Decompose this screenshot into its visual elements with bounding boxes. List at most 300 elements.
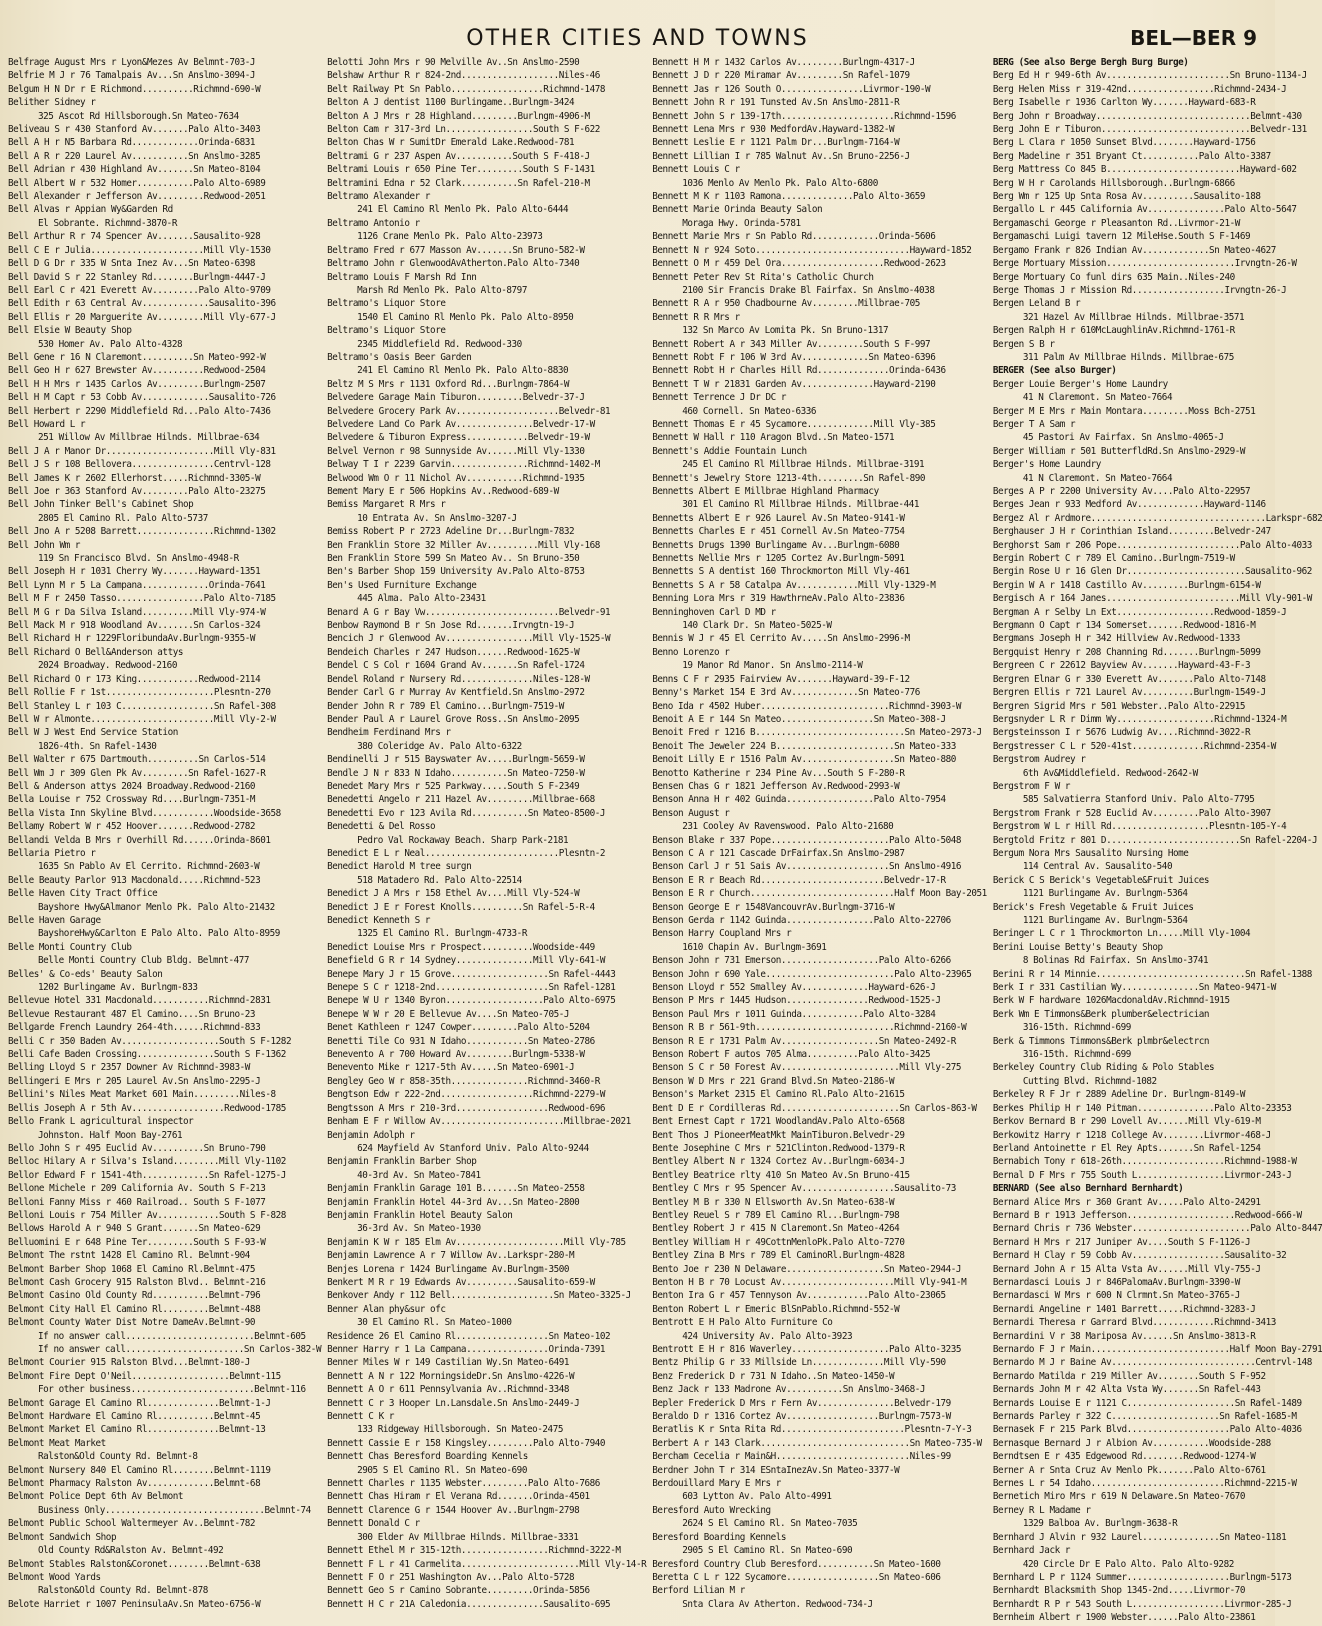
directory-entry: Berg Wm r 125 Up Snta Rosa Av..........Sausalito-188 [992,191,1261,203]
directory-entry: Benny's Market 154 E 3rd Av.............Sn Mateo-776 [652,687,920,699]
directory-entry: Benjes Lorena r 1424 Burlingame Av.Burlngm-3500 [327,1263,570,1275]
directory-entry: Benson C A r 121 Cascade DrFairfax.Sn Anslmo-2987 [652,847,905,859]
directory-entry: Bentley Robert J r 415 N Claremont.Sn Mateo-4264 [652,1223,900,1235]
directory-entry: Bergreen C r 22612 Bayview Av.......Hayward-43-F-3 [992,660,1251,672]
directory-entry: Bennett Robt F r 106 W 3rd Av.............Sn Mateo-6396 [652,351,936,363]
directory-entry: Bennett R A r 950 Chadbourne Av.........Millbrae-705 [652,298,920,310]
directory-entry: Ben's Barber Shop 159 University Av.Palo Alto-8753 [327,566,585,578]
directory-entry: Bernard Chris r 736 Webster.......................Palo Alto-8447 [992,1223,1322,1235]
directory-entry: Bell J S r 108 Bellovera................Centrvl-128 [8,459,271,471]
directory-entry: Benninghoven Carl D MD r [652,606,776,618]
directory-entry: Benedict Harold M tree surgn [327,861,472,873]
directory-entry: Old County Rd&Ralston Av. Belmnt-492 [38,1545,224,1557]
directory-entry: BERNARD (See also Bernhard Bernhardt) [992,1183,1184,1195]
directory-entry: Beltramo John r GlenwoodAvAtherton.Palo Alto-7340 [327,258,580,270]
directory-entry: Bennett Donald C r [327,1518,420,1530]
directory-entry: Belway T I r 2239 Garvin...............Richmnd-1402-M [327,459,600,471]
directory-entry: Bennett Chas Hiram r El Verana Rd.......Orinda-4501 [327,1491,590,1503]
directory-entry: Belote Harriet r 1007 PeninsulaAv.Sn Mateo-6756-W [8,1598,261,1610]
directory-entry: Benson Robert F autos 705 Alma..........Palo Alto-3425 [652,1049,931,1061]
directory-column-3 [652,56,987,1616]
directory-entry: Berk I r 331 Castilian Wy...............Sn Mateo-9471-W [992,982,1276,994]
directory-entry: Benoit Lilly E r 1516 Palm Av..................Sn Mateo-880 [652,754,956,766]
directory-entry: Bennett Chas Beresford Boarding Kennels [327,1451,528,1463]
directory-entry: Bergamaschi Luigi tavern 12 MileHse.South S F-1469 [992,231,1251,243]
directory-entry: Benedetti Evo r 123 Avila Rd...........Sn Mateo-8500-J [327,807,606,819]
directory-entry: Bendle J N r 833 N Idaho...........Sn Mateo-7250-W [327,767,585,779]
directory-entry: Bendeich Charles r 247 Hudson......Redwood-1625-W [327,646,580,658]
directory-entry: 316-15th. Richmnd-699 [1022,1022,1131,1034]
directory-entry: Beltramo Alexander r [327,191,431,203]
directory-entry: Berkes Philip H r 140 Pitman...............Palo Alto-23353 [992,1102,1292,1114]
directory-entry: Benepe S C r 1218-2nd......................Sn Rafel-1281 [327,982,616,994]
directory-entry: Bergen Leland B r [992,298,1081,310]
directory-entry: Bayshore Hwy&Almanor Menlo Pk. Palo Alto-21432 [38,901,275,913]
directory-entry: Benson R B r 561-9th...........................Richmnd-2160-W [652,1022,967,1034]
directory-entry: Bennett Robert A r 343 Miller Av.........South S F-997 [652,338,931,350]
directory-entry: Bernhard J Alvin r 932 Laurel...............Sn Mateo-1181 [992,1531,1287,1543]
directory-entry: 132 Sn Marco Av Lomita Pk. Sn Bruno-1317 [682,325,889,337]
directory-entry: Bennett Peter Rev St Rita's Catholic Church [652,271,874,283]
directory-entry: 2100 Sir Francis Drake Bl Fairfax. Sn Anslmo-4038 [682,284,935,296]
directory-entry: If no answer call.......................Sn Carlos-382-W [38,1344,322,1355]
directory-entry: 30 El Camino Rl. Sn Mateo-1000 [357,1317,512,1329]
directory-entry: Benson Gerda r 1142 Guinda.................Palo Alto-22706 [652,915,951,926]
directory-entry: 311 Palm Av Millbrae Hilnds. Millbrae-675 [1022,351,1234,363]
directory-entry: 424 University Av. Palo Alto-3923 [682,1330,853,1342]
directory-entry: BERG (See also Berge Bergh Burg Burge) [992,57,1189,68]
directory-entry: Bell Mack M r 918 Woodland Av.......Sn Carlos-324 [8,620,261,632]
directory-entry: Bennett Jas r 126 South O................Livrmor-190-W [652,83,931,95]
directory-entry: Bent Ernest Capt r 1721 WoodlandAv.Palo Alto-6568 [652,1116,905,1128]
directory-entry: Bellingeri E Mrs r 205 Laurel Av.Sn Anslmo-2295-J [8,1075,261,1087]
directory-entry: Berini R r 14 Minnie.............................Sn Rafel-1388 [992,968,1312,980]
directory-entry: Bengtson Edw r 222-2nd..................Richmnd-2279-W [327,1089,606,1101]
directory-entry: Bernes L r 54 Idaho..........................Richmnd-2215-W [992,1478,1297,1490]
directory-entry: Berg John E r Tiburon.............................Belvedr-131 [992,124,1307,136]
directory-entry: Bell Richard O Bell&Anderson attys [8,646,184,658]
directory-entry: Bencich J r Glenwood Av.................Mill Vly-1525-W [327,633,611,645]
directory-entry: Benson John r 690 Yale.........................Palo Alto-23965 [652,968,972,980]
directory-entry: Beno Ida r 4502 Huber.........................Richmnd-3903-W [652,700,962,712]
directory-entry: Ben Franklin Store 599 Sn Mateo Av.. Sn Bruno-350 [327,553,580,565]
directory-entry: 1610 Chapin Av. Burlngm-3691 [682,941,827,953]
directory-entry: Ralston&Old County Rd. Belmnt-878 [38,1585,208,1597]
directory-entry: Bennetts Albert E Millbrae Highland Pharmacy [652,486,879,497]
directory-entry: Bennett's Addie Fountain Lunch [652,445,807,457]
directory-entry: 1635 Sn Pablo Av El Cerrito. Richmnd-2603-W [38,861,260,873]
directory-entry: Benson E R r Beach Rd........................Belvedr-17-R [652,874,946,886]
directory-entry: 316-15th. Richmnd-699 [1022,1049,1131,1061]
directory-entry: Belmont Casino Old County Rd...........Belmnt-796 [8,1290,261,1302]
directory-entry: Bernard John A r 15 Alta Vsta Av......Mill Vly-755-J [992,1263,1261,1275]
directory-entry: Bell & Anderson attys 2024 Broadway.Redwood-2160 [8,780,256,792]
directory-entry: Belmont Market El Camino Rl..............Belmnt-13 [8,1424,266,1436]
directory-entry: 1121 Burlingame Av. Burlngm-5364 [1022,888,1188,900]
directory-entry: Bellgarde French Laundry 264-4th......Richmnd-833 [8,1022,261,1034]
directory-entry: Berge Mortuary Co funl dirs 635 Main..Niles-240 [992,271,1235,283]
directory-entry: Bennett's Jewelry Store 1213-4th.........Sn Rafel-890 [652,472,926,484]
directory-entry: Beliveau S r 430 Stanford Av.......Palo Alto-3403 [8,124,261,136]
directory-entry: Belt Railway Pt Sn Pablo..................Richmnd-1478 [327,83,606,95]
directory-entry: Berford Lilian M r [652,1585,745,1597]
directory-entry: Belmont The rstnt 1428 El Camino Rl. Belmnt-904 [8,1250,250,1262]
directory-entry: Belvedere Land Co Park Av...............Belvedr-17-W [327,418,595,430]
directory-entry: Berdouillard Mary E Mrs r [652,1478,781,1490]
directory-entry: Bell Edith r 63 Central Av.............Sausalito-396 [8,298,276,310]
directory-entry: Bell Alexander r Jefferson Av.........Redwood-2051 [8,191,266,203]
directory-entry: Bell Gene r 16 N Claremont..........Sn Mateo-992-W [8,351,266,363]
directory-entry: Bente Josephine C Mrs r 521Clinton.Redwood-1379-R [652,1142,905,1154]
directory-entry: Benning Lora Mrs r 319 HawthrneAv.Palo Alto-23836 [652,593,905,605]
directory-entry: Bello Frank L agricultural inspector [8,1116,194,1128]
directory-entry: Belmont Meat Market [8,1437,106,1449]
directory-entry: Bergren Sigrid Mrs r 501 Webster..Palo Alto-22915 [992,700,1246,712]
directory-entry: 325 Ascot Rd Hillsborough.Sn Mateo-7634 [38,110,239,122]
directory-entry: Belfrie M J r 76 Tamalpais Av...Sn Anslmo-3094-J [8,70,256,82]
directory-entry: Belton A J Mrs r 28 Highland.........Burlngm-4906-M [327,110,590,122]
directory-entry: Bentley Albert N r 1324 Cortez Av..Burlngm-6034-J [652,1156,905,1168]
directory-entry: Ralston&Old County Rd. Belmnt-8 [38,1451,198,1463]
directory-entry: Belwood Wm O r 11 Nichol Av...........Richmnd-1935 [327,472,585,484]
directory-entry: Bendel Roland r Nursery Rd..............Niles-128-W [327,673,590,685]
directory-entry: 41 N Claremont. Sn Mateo-7664 [1022,472,1173,484]
directory-entry: Snta Clara Av Atherton. Redwood-734-J [682,1598,873,1610]
directory-entry: Beretta C L r 122 Sycamore..................Sn Mateo-606 [652,1571,941,1583]
directory-entry: Benedict Kenneth S r [327,915,431,926]
directory-entry: Bergstrom W L r Hill Rd...................Plesntn-105-Y-4 [992,821,1287,833]
directory-entry: Berges A P r 2200 University Av....Palo Alto-22957 [992,486,1251,497]
directory-entry: Bengley Geo W r 858-35th...............Richmnd-3460-R [327,1075,600,1087]
directory-column-1 [8,56,321,1616]
directory-entry: 1121 Burlingame Av. Burlngm-5364 [1022,915,1188,926]
directory-entry: Benner Harry r 1 La Campana................Orinda-7391 [327,1344,606,1355]
directory-entry: Bergamaschi George r Pleasanton Rd..Livrmor-21-W [992,217,1240,229]
directory-entry: Johnston. Half Moon Bay-2761 [38,1129,183,1141]
directory-entry: Berland Antoinette r El Rey Apts.......Sn Rafel-1254 [992,1142,1261,1154]
directory-entry: Bergallo L r 445 California Av...............Palo Alto-5647 [992,204,1297,216]
directory-entry: Bentley Reuel S r 789 El Camino Rl...Burlngm-798 [652,1209,900,1221]
directory-entry: Berg Mattress Co 845 B..........................Hayward-602 [992,164,1297,176]
directory-entry: Bennett Clarence G r 1544 Hoover Av..Burlngm-2798 [327,1504,580,1516]
directory-entry: Berkowitz Harry r 1218 College Av........Livrmor-468-J [992,1129,1271,1141]
directory-entry: Berney R L Madame r [992,1504,1091,1516]
directory-entry: Bentrott E H Palo Alto Furniture Co [652,1317,833,1329]
directory-entry: Belton Cam r 317-3rd Ln.................South S F-622 [327,124,600,136]
directory-entry: 251 Willow Av Millbrae Hilnds. Millbrae-634 [38,432,260,444]
directory-entry: For other business........................Belmnt-116 [38,1384,306,1396]
directory-entry: Bennett F L r 41 Carmelita.......................Mill Vly-14-R [327,1558,647,1570]
directory-entry: Bengtsson A Mrs r 210-3rd..................Redwood-696 [327,1102,606,1114]
directory-entry: Berkeley R F Jr r 2889 Adeline Dr. Burlngm-8149-W [992,1089,1246,1101]
directory-entry: Bernhard L P r 1124 Summer....................Burlngm-5173 [992,1571,1292,1583]
directory-entry: Beraldo D r 1316 Cortez Av..................Burlngm-7573-W [652,1411,951,1423]
directory-entry: 460 Cornell. Sn Mateo-6336 [682,405,817,417]
directory-entry: Bennis W J r 45 El Cerrito Av.....Sn Anslmo-2996-M [652,633,910,645]
directory-entry: 36-3rd Av. Sn Mateo-1930 [357,1223,481,1235]
directory-entry: Bennett C K r [327,1411,395,1423]
directory-entry: Belmont Courier 915 Ralston Blvd...Belmnt-180-J [8,1357,250,1369]
directory-entry: Beltramo Fred r 677 Masson Av.......Sn Bruno-582-W [327,244,585,256]
directory-entry: Bennetts Drugs 1390 Burlingame Av...Burlngm-6080 [652,539,900,551]
directory-entry: Beresford Country Club Beresford...........Sn Mateo-1600 [652,1558,941,1570]
directory-entry: Bergin Rose U r 16 Glen Dr.......................Sausalito-962 [992,566,1312,578]
directory-entry: Bent D E r Cordilleras Rd.......................Sn Carlos-863-W [652,1102,977,1114]
directory-entry: Benjamin Franklin Hotel Beauty Salon [327,1209,513,1221]
directory-entry: Beltramo Louis F Marsh Rd Inn [327,271,477,283]
directory-entry: Belmont Barber Shop 1068 El Camino Rl.Belmnt-475 [8,1263,256,1275]
directory-entry: Berge Mortuary Mission.........................Irvngtn-26-W [992,258,1297,270]
directory-entry: Berbert A r 143 Clark.............................Sn Mateo-735-W [652,1437,982,1449]
directory-entry: Belmont Cash Grocery 915 Ralston Blvd.. Belmnt-216 [8,1276,266,1288]
directory-entry: Bell John Tinker Bell's Cabinet Shop [8,499,194,511]
directory-entry: Bennett A O r 611 Pennsylvania Av..Richmnd-3348 [327,1384,570,1396]
directory-entry: Bennett C r 3 Hooper Ln.Lansdale.Sn Anslmo-2449-J [327,1397,580,1409]
directory-entry: 140 Clark Dr. Sn Mateo-5025-W [682,620,832,632]
directory-entry: Bendel C S Col r 1604 Grand Av.......Sn Rafel-1724 [327,660,585,672]
directory-entry: Bennett A N r 122 MorningsideDr.Sn Anslmo-4226-W [327,1370,575,1382]
directory-entry: Bentz Philip G r 33 Millside Ln..............Mill Vly-590 [652,1357,946,1369]
directory-column-4 [992,56,1322,1624]
directory-entry: Benard A G r Bay Vw..........................Belvedr-91 [327,606,611,618]
directory-entry: Bell D G Dr r 335 W Snta Inez Av...Sn Mateo-6398 [8,258,256,270]
directory-entry: Bennett F O r 251 Washington Av...Palo Alto-5728 [327,1571,575,1583]
directory-entry: Benoit The Jeweler 224 B.......................Sn Mateo-333 [652,740,956,752]
directory-entry: 133 Ridgeway Hillsborough. Sn Mateo-2475 [357,1424,563,1436]
directory-entry: Beltramo's Liquor Store [327,298,446,310]
directory-entry: Benevento Mike r 1217-5th Av.....Sn Mateo-6901-J [327,1062,575,1074]
section-title: OTHER CITIES AND TOWNS [466,26,809,51]
directory-entry: Bernardasci W Mrs r 600 N Clrmnt.Sn Mateo-3765-J [992,1290,1240,1302]
directory-entry: Benet Kathleen r 1247 Cowper.........Palo Alto-5204 [327,1022,590,1034]
directory-entry: Bender Carl G r Murray Av Kentfield.Sn Anslmo-2972 [327,687,585,699]
directory-entry: 41 N Claremont. Sn Mateo-7664 [1022,392,1173,404]
directory-entry: Bennett H M r 1432 Carlos Av.........Burlngm-4317-J [652,57,915,68]
directory-entry: 1036 Menlo Av Menlo Pk. Palo Alto-6800 [682,177,878,189]
directory-entry: Benson R E r 1731 Palm Av...................Sn Mateo-2492-R [652,1035,956,1047]
directory-entry: Belotti John Mrs r 90 Melville Av..Sn Anslmo-2590 [327,57,580,68]
directory-entry: Beresford Boarding Kennels [652,1531,787,1543]
directory-entry: Berger M E Mrs r Main Montara.........Moss Bch-2751 [992,405,1256,417]
directory-entry: Belmont Police Dept 6th Av Belmont [8,1491,184,1503]
directory-entry: 19 Manor Rd Manor. Sn Anslmo-2114-W [682,660,863,672]
directory-entry: Bell James K r 2602 Ellerhorst.....Richmnd-3305-W [8,472,261,484]
directory-entry: 114 Central Av. Sausalito-540 [1022,861,1173,873]
directory-entry: Berger Louie Berger's Home Laundry [992,378,1168,390]
directory-entry: Bell Stanley L r 103 C..................Sn Rafel-308 [8,700,276,712]
directory-entry: Benson Carl J r 51 Sais Av....................Sn Anslmo-4916 [652,861,962,873]
directory-entry: Bennett Marie Orinda Beauty Salon [652,204,823,216]
directory-entry: Benz Frederick D r 731 N Idaho..Sn Mateo-1450-W [652,1370,895,1382]
directory-entry: 119 Sn Francisco Blvd. Sn Anslmo-4948-R [38,553,239,565]
directory-entry: BERGER (See also Burger) [992,365,1117,377]
directory-entry: Bellaria Pietro r [8,847,96,859]
directory-entry: Beltramo's Oasis Beer Garden [327,351,472,363]
directory-entry: Bell Jno A r 5208 Barrett...............Richmnd-1302 [8,526,276,538]
directory-entry: Bennetts Nellie Mrs r 1205 Cortez Av.Burlngm-5091 [652,553,905,565]
directory-entry: Bernardi Theresa r Garrard Blvd............Richmnd-3413 [992,1317,1276,1329]
directory-entry: Bellamy Robert W r 452 Hoover.......Redwood-2782 [8,821,256,833]
directory-entry: Benjamin Franklin Barber Shop [327,1156,477,1168]
directory-entry: Bergquist Henry r 208 Channing Rd.......Burlngm-5099 [992,646,1261,658]
directory-entry: Belgum H N Dr r E Richmond..........Richmnd-690-W [8,83,261,95]
directory-entry: 2024 Broadway. Redwood-2160 [38,660,177,672]
directory-entry: Bennett Cassie E r 158 Kingsley.........Palo Alto-7940 [327,1437,606,1449]
directory-entry: Bentrott E H r 816 Waverley...................Palo Alto-3235 [652,1344,962,1355]
directory-entry: Benoit A E r 144 Sn Mateo..................Sn Mateo-308-J [652,713,946,725]
directory-entry: Business Only...............................Belmnt-74 [38,1504,311,1516]
directory-entry: Bell David S r 22 Stanley Rd........Burlngm-4447-J [8,271,266,283]
directory-entry: Benevento A r 700 Howard Av.........Burlngm-5338-W [327,1049,585,1061]
directory-entry: Benedict E L r Neal..........................Plesntn-2 [327,847,606,859]
directory-entry: Bennett Geo S r Camino Sobrante.........Orinda-5856 [327,1585,590,1597]
directory-entry: Bendheim Ferdinand Mrs r [327,727,451,739]
directory-entry: Belloni Louis r 754 Miller Av............South S F-828 [8,1209,286,1221]
directory-entry: Berdner John T r 314 ESntaInezAv.Sn Mateo-3377-W [652,1464,900,1476]
directory-entry: Bernal D F Mrs r 755 South L.................Livrmor-243-J [992,1169,1292,1181]
directory-entry: Belle Haven Garage [8,915,101,926]
directory-entry: Bento Joe r 230 N Delaware...................Sn Mateo-2944-J [652,1263,962,1275]
directory-entry: Belmont Public School Waltermeyer Av..Belmnt-782 [8,1518,256,1530]
directory-entry: 1325 El Camino Rl. Burlngm-4733-R [357,928,527,940]
directory-entry: Bernard Alice Mrs r 360 Grant Av.....Palo Alto-24291 [992,1196,1261,1208]
directory-entry: 624 Mayfield Av Stanford Univ. Palo Alto-9244 [357,1142,589,1154]
directory-entry: Benson W D Mrs r 221 Grand Blvd.Sn Mateo-2186-W [652,1075,895,1087]
directory-entry: Bergstrom Audrey r [992,754,1086,766]
directory-entry: Benedict J E r Forest Knolls..........Sn Rafel-5-R-4 [327,901,595,913]
directory-entry: Bentley William H r 49CottnMenloPk.Palo Alto-7270 [652,1236,905,1248]
directory-entry: Cutting Blvd. Richmnd-1082 [1022,1075,1157,1087]
directory-entry: Bell Arthur R r 74 Spencer Av.......Sausalito-928 [8,231,261,243]
directory-entry: Berk Wm E Timmons&Berk plumber&electrician [992,1008,1210,1020]
directory-entry: Belmont Sandwich Shop [8,1531,117,1543]
directory-entry: Bell Joe r 363 Stanford Av.........Palo Alto-23275 [8,486,266,497]
directory-entry: Berghorst Sam r 206 Pope........................Palo Alto-4033 [992,539,1312,551]
directory-entry: Benjamin K W r 185 Elm Av.....................Mill Vly-785 [327,1236,626,1248]
directory-entry: Bello John S r 495 Euclid Av..........Sn Bruno-790 [8,1142,266,1154]
directory-entry: Bell Howard L r [8,418,86,430]
directory-entry: Berg L Clara r 1050 Sunset Blvd........Hayward-1756 [992,137,1256,149]
directory-entry: Bell Ellis r 20 Marguerite Av.........Mill Vly-677-J [8,311,276,323]
directory-entry: Bellor Edward F r 1541-4th.............Sn Rafel-1275-J [8,1169,286,1181]
directory-entry: 603 Lytton Av. Palo Alto-4991 [682,1491,832,1503]
directory-entry: Bergsnyder L R r Dimm Wy...................Richmnd-1324-M [992,713,1287,725]
directory-entry: Bergen S B r [992,338,1055,350]
directory-entry: 321 Hazel Av Millbrae Hilnds. Millbrae-3571 [1022,311,1245,323]
directory-entry: Bennett John S r 139-17th......................Richmnd-1596 [652,110,956,122]
directory-entry: Bell A R r 220 Laurel Av...........Sn Anslmo-3285 [8,150,261,162]
directory-entry: Bell Lynn M r 5 La Campana.............Orinda-7641 [8,579,266,591]
directory-entry: Berg John r Broadway..............................Belmnt-430 [992,110,1302,122]
directory-entry: Belshaw Arthur R r 824-2nd...................Niles-46 [327,70,600,82]
directory-entry: Beltrami Louis r 650 Pine Ter.........South S F-1431 [327,164,595,176]
directory-entry: Benz Jack r 133 Madrone Av...........Sn Anslmo-3468-J [652,1384,926,1396]
directory-entry: Bernardo Matilda r 219 Miller Av........South S F-952 [992,1370,1266,1382]
directory-entry: Bell Geo H r 627 Brewster Av..........Redwood-2504 [8,365,266,377]
directory-entry: Beltz M S Mrs r 1131 Oxford Rd...Burlngm-7864-W [327,378,570,390]
directory-entry: Benoit Fred r 1216 B.............................Sn Mateo-2973-J [652,727,982,739]
directory-entry: Bennett T W r 21831 Garden Av..............Hayward-2190 [652,378,936,390]
directory-entry: Bell M G r Da Silva Island..........Mill Vly-974-W [8,606,266,618]
directory-entry: Benjamin Franklin Garage 101 B.......Sn Mateo-2558 [327,1183,585,1195]
directory-entry: Bernhardt R P r 543 South L..................Livrmor-285-J [992,1598,1292,1610]
directory-entry: Benefield G R r 14 Sydney...............Mill Vly-641-W [327,955,606,967]
directory-entry: Bentley Beatrice rlty 410 Sn Mateo Av.Sn Bruno-415 [652,1169,910,1181]
directory-entry: Benedict J A Mrs r 158 Ethel Av....Mill Vly-524-W [327,888,580,900]
directory-entry: Bepler Frederick D Mrs r Fern Av...............Belvedr-179 [652,1397,951,1409]
directory-entry: 301 El Camino Rl Millbrae Hilnds. Millbrae-441 [682,499,920,511]
directory-entry: Benkover Andy r 112 Bell....................Sn Mateo-3325-J [327,1290,631,1302]
directory-entry: Bender Paul A r Laurel Grove Ross..Sn Anslmo-2095 [327,713,580,725]
directory-entry: 585 Salvatierra Stanford Univ. Palo Alto-7795 [1022,794,1255,806]
directory-entry: Belmont Stables Ralston&Coronet........Belmnt-638 [8,1558,261,1570]
directory-entry: Berger William r 501 ButterfldRd.Sn Anslmo-2929-W [992,445,1246,457]
directory-entry: Benepe Mary J r 15 Grove...................Sn Rafel-4443 [327,968,616,980]
directory-entry: Benedetti Angelo r 211 Hazel Av.........Millbrae-668 [327,794,595,806]
directory-entry: Bennett Thomas E r 45 Sycamore.............Mill Vly-385 [652,418,936,430]
directory-entry: 1202 Burlingame Av. Burlngm-833 [38,982,198,994]
directory-entry: Bennett Louis C r [652,164,740,176]
directory-entry: Bernetich Miro Mrs r 619 N Delaware.Sn Mateo-7670 [992,1491,1246,1503]
directory-entry: Bergamo Frank r 826 Indian Av.............Sn Mateo-4627 [992,244,1276,256]
directory-entry: 1329 Balboa Av. Burlngm-3638-R [1022,1518,1178,1530]
directory-entry: Beringer L C r 1 Throckmorton Ln.....Mill Vly-1004 [992,928,1251,940]
directory-entry: Berg Helen Miss r 319-42nd.................Richmnd-2434-J [992,83,1287,95]
directory-entry: Bennett Robt H r Charles Hill Rd..............Orinda-6436 [652,365,946,377]
directory-entry: Berg Madeline r 351 Bryant Ct...........Palo Alto-3387 [992,150,1271,162]
directory-entry: Berghauser J H r Corinthian Island.........Belvedr-247 [992,526,1271,538]
directory-entry: 241 El Camino Rl Menlo Pk. Palo Alto-6444 [357,204,569,216]
directory-entry: Bell H M Capt r 53 Cobb Av.............Sausalito-726 [8,392,276,404]
directory-entry: Bentley Zina B Mrs r 789 El CaminoRl.Burlngm-4828 [652,1250,905,1262]
directory-entry: Benedict Louise Mrs r Prospect..........Woodside-449 [327,941,595,953]
directory-entry: Bergen Ralph H r 610McLaughlinAv.Richmnd-1761-R [992,325,1235,337]
directory-entry: Bell H H Mrs r 1435 Carlos Av.........Burlngm-2507 [8,378,266,390]
directory-entry: Beratlis K r Snta Rita Rd........................Plesntn-7-Y-3 [652,1424,972,1436]
directory-entry: Benotto Katherine r 234 Pine Av...South S F-280-R [652,767,905,779]
directory-entry: 1540 El Camino Rl Menlo Pk. Palo Alto-8950 [357,311,574,323]
page-range-and-number: BEL—BER 9 [1130,26,1257,50]
directory-entry: Bergisch A r 164 Janes..........................Mill Vly-901-W [992,593,1312,605]
directory-entry: Residence 26 El Camino Rl..................Sn Mateo-102 [327,1330,611,1342]
directory-entry: Bellows Harold A r 940 S Grant.......Sn Mateo-629 [8,1223,261,1235]
directory-entry: 40-3rd Av. Sn Mateo-7841 [357,1169,481,1181]
directory-column-2 [327,56,646,1616]
directory-entry: Belmont City Hall El Camino Rl.........Belmnt-488 [8,1303,261,1315]
directory-entry: Belloni Fanny Miss r 460 Railroad.. South S F-1077 [8,1196,266,1208]
directory-entry: Bellone Michele r 209 California Av. South S F-213 [8,1183,266,1195]
directory-entry: 380 Coleridge Av. Palo Alto-6322 [357,740,522,752]
directory-entry: Bernardasci Louis J r 846PalomaAv.Burlngm-3390-W [992,1276,1240,1288]
directory-entry: Bergez Al r Ardmore..................................Larkspr-682 [992,512,1322,524]
directory-entry: Berini Louise Betty's Beauty Shop [992,941,1163,953]
directory-entry: Benjamin Lawrence A r 7 Willow Av..Larkspr-280-M [327,1250,575,1262]
directory-entry: Bernards John M r 42 Alta Vsta Wy.......Sn Rafel-443 [992,1384,1261,1396]
directory-entry: Belvel Vernon r 98 Sunnyside Av......Mill Vly-1330 [327,445,585,457]
directory-entry: 420 Circle Dr E Palo Alto. Palo Alto-9282 [1022,1558,1234,1570]
directory-entry: 245 El Camino Rl Millbrae Hilnds. Millbrae-3191 [682,459,925,471]
directory-entry: Belli Cafe Baden Crossing...............South S F-1362 [8,1049,286,1061]
directory-entry: Bentley C Mrs r 95 Spencer Av..................Sausalito-73 [652,1183,956,1195]
directory-entry: Bergstrom Frank r 528 Euclid Av.........Palo Alto-3907 [992,807,1271,819]
directory-entry: 6th Av&Middlefield. Redwood-2642-W [1022,767,1198,779]
directory-entry: Bensen Chas G r 1821 Jefferson Av.Redwood-2993-W [652,780,900,792]
directory-entry: Bement Mary E r 506 Hopkins Av..Redwood-689-W [327,486,559,497]
directory-entry: 518 Matadero Rd. Palo Alto-22514 [357,874,522,886]
directory-entry: Bennett Lillian I r 785 Walnut Av..Sn Bruno-2256-J [652,150,910,162]
directory-entry: Benton Ira G r 457 Tennyson Av............Palo Alto-23065 [652,1290,946,1302]
directory-entry: 45 Pastori Av Fairfax. Sn Anslmo-4065-J [1022,432,1224,444]
